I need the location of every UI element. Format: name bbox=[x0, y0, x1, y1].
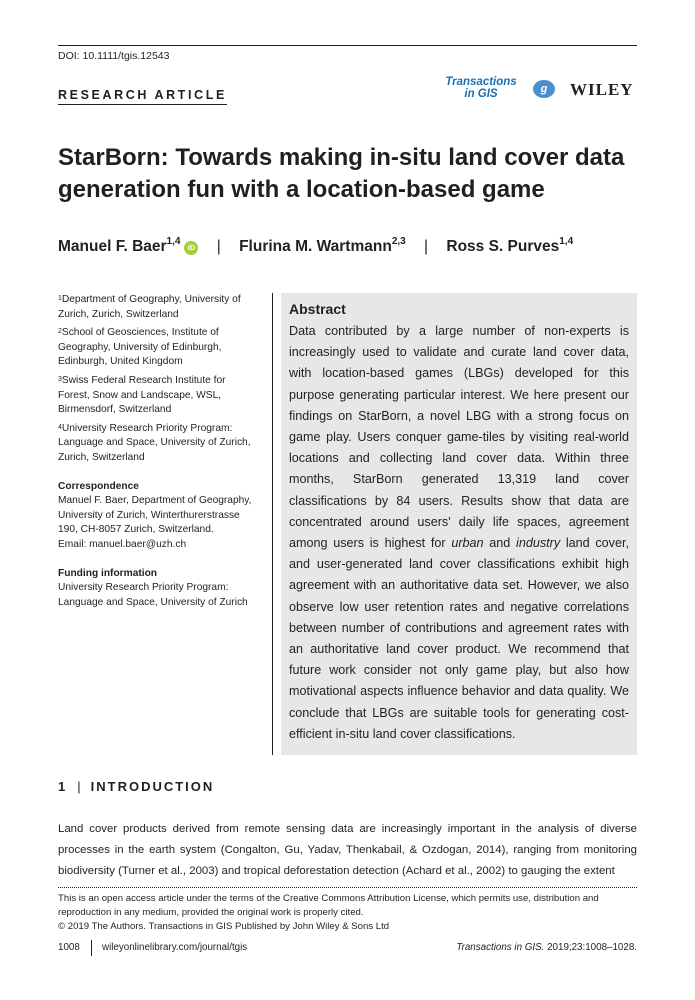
correspondence-line: University of Zurich, Winterthurerstrasse bbox=[58, 509, 240, 521]
author-affiliation: 1,4 bbox=[166, 236, 181, 247]
affiliation: $^2$School of Geosciences, Institute of Geography, University of Edinburgh, Edinburgh, United Kingdom bbox=[58, 327, 222, 368]
article-type: RESEARCH ARTICLE bbox=[58, 88, 227, 105]
section-separator: | bbox=[77, 779, 81, 794]
header-rule bbox=[58, 45, 637, 46]
funding-line: Language and Space, University of Zurich bbox=[58, 596, 248, 608]
author-separator: | bbox=[216, 238, 221, 255]
journal-logo-badge-icon: g bbox=[533, 80, 555, 98]
doi[interactable]: DOI: 10.1111/tgis.12543 bbox=[58, 50, 170, 62]
correspondence-line: Manuel F. Baer, Department of Geography, bbox=[58, 495, 252, 507]
section-title: INTRODUCTION bbox=[90, 779, 215, 794]
correspondence-email[interactable]: Email: manuel.baer@uzh.ch bbox=[58, 538, 187, 550]
author-name[interactable]: Ross S. Purves bbox=[446, 238, 560, 255]
article-title: StarBorn: Towards making in-situ land cover data generation fun with a location-based game bbox=[58, 144, 625, 203]
license-text: This is an open access article under the terms of the Creative Commons Attribution License, which permits use, distribution and reproduction in any medium, provided the original work is properly cited. bbox=[58, 893, 599, 918]
affiliation: $^3$Swiss Federal Research Institute for Forest, Snow and Landscape, WSL, Birmensdorf, Switzerland bbox=[58, 374, 226, 416]
funding-heading: Funding information bbox=[58, 567, 158, 579]
copyright-text: © 2019 The Authors. Transactions in GIS Published by John Wiley & Sons Ltd bbox=[58, 921, 390, 932]
section-number: 1 bbox=[58, 779, 68, 794]
footer-divider bbox=[91, 940, 92, 956]
author-list bbox=[58, 238, 573, 256]
correspondence-line: 190, CH-8057 Zurich, Switzerland. bbox=[58, 524, 214, 536]
author-affiliation: 1,4 bbox=[559, 236, 574, 247]
journal-url[interactable]: wileyonlinelibrary.com/journal/tgis bbox=[102, 942, 248, 953]
author-affiliation: 2,3 bbox=[391, 236, 406, 247]
journal-logo bbox=[435, 76, 557, 104]
affiliation: $^4$University Research Priority Program: Language and Space, University of Zurich, Zurich, Switzerland bbox=[58, 422, 251, 463]
abstract-text: Data contributed by a large number of non-experts is increasingly used to validate and curate land cover data, with location-based games (LBGs) developed for this purpose generating particular interest. We here present our findings on StarBorn, a novel LBG with a strong focus on game play. Users conquer game-tiles by visiting real-world locations and collecting land cover data. Within three months, StarBorn generated 13,319 land cover classifications by 84 users. Results show that data are concentrated around users' daily life spaces, agreement among users is highest for urban and industry land cover, and user-generated land cover classifications exhibit high agreement with an authoritative data set. However, we also observe low user retention rates and negative correlations between number of contributions and agreement rates with an authoritative land cover product. We recommend that future work consider not only game play, but also how motivational aspects influence behavior and data quality. We conclude that LBGs are suitable tools for generating cost-efficient in-situ land cover classifications. bbox=[289, 324, 629, 741]
author-name[interactable]: Flurina M. Wartmann bbox=[239, 238, 392, 255]
publisher-logo: WILEY bbox=[570, 80, 634, 99]
affiliation: $^1$Department of Geography, University of Zurich, Zurich, Switzerland bbox=[58, 294, 241, 320]
column-divider bbox=[272, 293, 273, 755]
footnote-rule bbox=[58, 887, 637, 888]
abstract-box bbox=[281, 293, 637, 755]
page-footer bbox=[58, 942, 637, 956]
author-name[interactable]: Manuel F. Baer bbox=[58, 238, 167, 255]
journal-logo-text: Transactions in GIS bbox=[445, 76, 517, 100]
orcid-icon[interactable]: iD bbox=[184, 241, 198, 255]
correspondence-heading: Correspondence bbox=[58, 480, 139, 492]
citation: Transactions in GIS. 2019;23:1008–1028. bbox=[456, 942, 637, 953]
page-number: 1008 bbox=[58, 942, 80, 953]
intro-paragraph: Land cover products derived from remote sensing data are increasingly important in the analysis of diverse processes in the earth system (Congalton, Gu, Yadav, Thenkabail, & Ozdogan, 2014), ranging from monitoring biodiversity (Turner et al., 2003) and tropical deforestation detection (Achard et al., 2002) to gauging the extent bbox=[58, 823, 637, 877]
abstract-heading: Abstract bbox=[289, 301, 346, 317]
author-separator: | bbox=[424, 238, 429, 255]
section-heading bbox=[58, 779, 214, 794]
funding-line: University Research Priority Program: bbox=[58, 582, 229, 594]
sidebar-metadata bbox=[58, 293, 258, 610]
license-note bbox=[58, 892, 637, 934]
